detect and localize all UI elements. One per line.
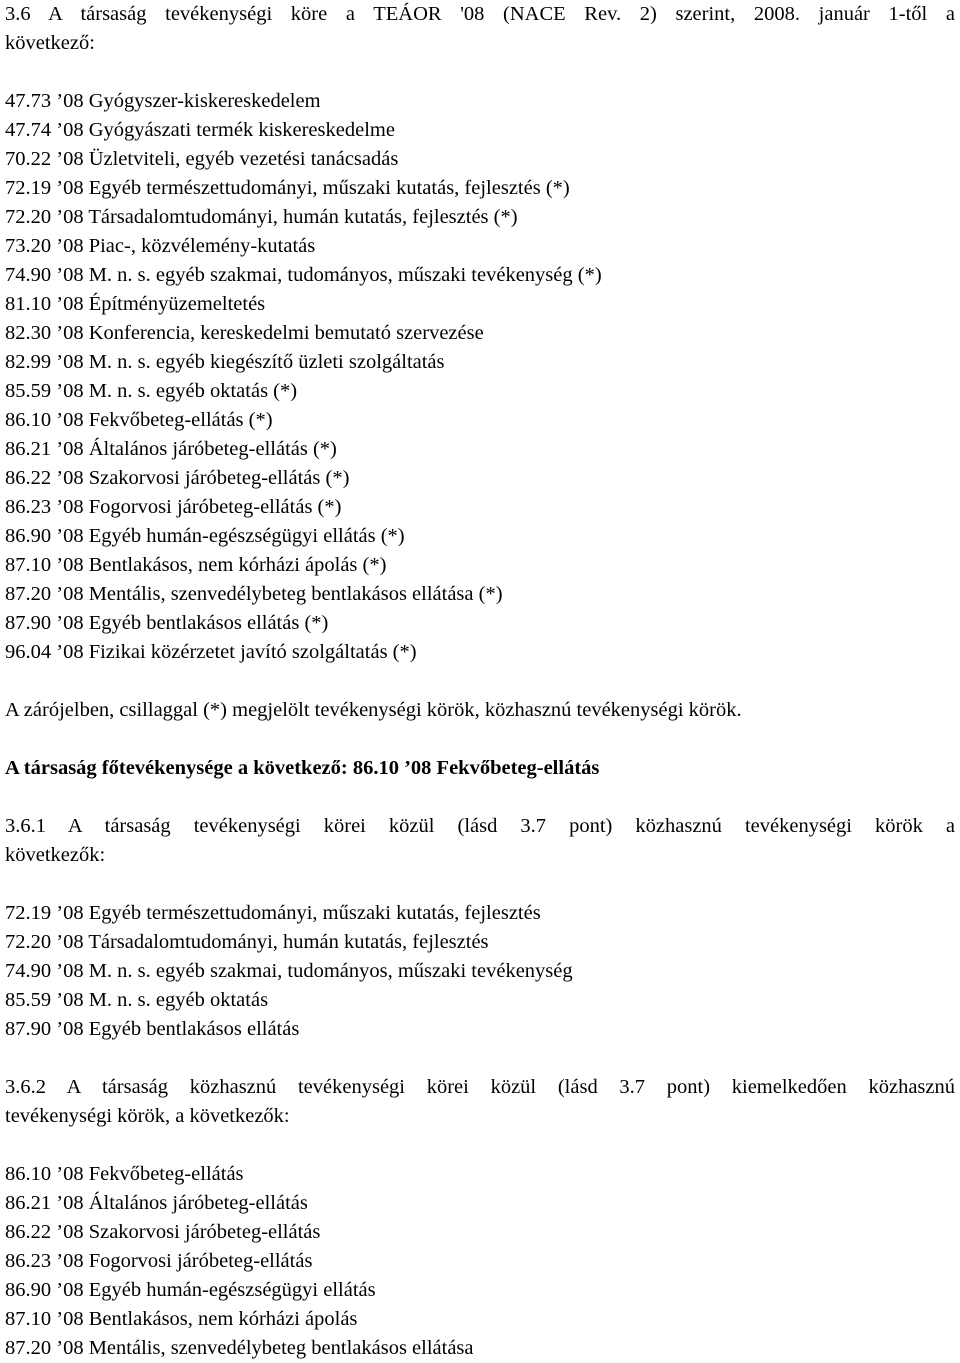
spacer bbox=[5, 1044, 955, 1073]
list-item: 81.10 ’08 Építményüzemeltetés bbox=[5, 293, 266, 315]
list-item: 86.21 ’08 Általános járóbeteg-ellátás bbox=[5, 1192, 308, 1214]
list-item: 86.10 ’08 Fekvőbeteg-ellátás (*) bbox=[5, 409, 273, 431]
document-page bbox=[5, 0, 955, 1363]
list-item: 86.90 ’08 Egyéb humán-egészségügyi ellátás bbox=[5, 1279, 376, 1301]
list-item: 86.22 ’08 Szakorvosi járóbeteg-ellátás (*) bbox=[5, 467, 350, 489]
list-item: 87.10 ’08 Bentlakásos, nem kórházi ápolás (*) bbox=[5, 554, 387, 576]
list-item: 74.90 ’08 M. n. s. egyéb szakmai, tudományos, műszaki tevékenység (*) bbox=[5, 264, 602, 286]
spacer bbox=[5, 783, 955, 812]
list-item: 70.22 ’08 Üzletviteli, egyéb vezetési tanácsadás bbox=[5, 148, 399, 170]
list-item: 96.04 ’08 Fizikai közérzetet javító szolgáltatás (*) bbox=[5, 641, 417, 663]
spacer bbox=[5, 1131, 955, 1160]
section-3-6 bbox=[5, 0, 955, 783]
section-3-6-2-heading-line2: tevékenységi körök, a következők: bbox=[5, 1105, 290, 1127]
spacer bbox=[5, 667, 955, 696]
section-3-6-1-heading-line1: 3.6.1 A társaság tevékenységi körei közül (lásd 3.7 pont) közhasznú tevékenységi körök a bbox=[5, 815, 955, 837]
list-item: 82.30 ’08 Konferencia, kereskedelmi bemutató szervezése bbox=[5, 322, 484, 344]
section-3-6-heading-line1: 3.6 A társaság tevékenységi köre a TEÁOR '08 (NACE Rev. 2) szerint, 2008. január 1-től a bbox=[5, 3, 955, 25]
section-3-6-2-heading-line1: 3.6.2 A társaság közhasznú tevékenységi körei közül (lásd 3.7 pont) kiemelkedően közhasznú bbox=[5, 1076, 955, 1098]
section-3-6-1 bbox=[5, 812, 955, 1044]
spacer bbox=[5, 870, 955, 899]
list-item: 87.20 ’08 Mentális, szenvedélybeteg bentlakásos ellátása bbox=[5, 1337, 474, 1359]
list-item: 72.20 ’08 Társadalomtudományi, humán kutatás, fejlesztés bbox=[5, 931, 489, 953]
list-item: 72.19 ’08 Egyéb természettudományi, műszaki kutatás, fejlesztés bbox=[5, 902, 541, 924]
list-item: 86.22 ’08 Szakorvosi járóbeteg-ellátás bbox=[5, 1221, 321, 1243]
list-item: 87.20 ’08 Mentális, szenvedélybeteg bentlakásos ellátása (*) bbox=[5, 583, 503, 605]
public-benefit-activity-list bbox=[5, 899, 955, 1044]
list-item: 86.23 ’08 Fogorvosi járóbeteg-ellátás bbox=[5, 1250, 313, 1272]
list-item: 85.59 ’08 M. n. s. egyéb oktatás bbox=[5, 989, 269, 1011]
main-activity: A társaság főtevékenysége a következő: 86.10 ’08 Fekvőbeteg-ellátás bbox=[5, 757, 600, 779]
list-item: 87.90 ’08 Egyéb bentlakásos ellátás (*) bbox=[5, 612, 329, 634]
spacer bbox=[5, 725, 955, 754]
list-item: 86.21 ’08 Általános járóbeteg-ellátás (*) bbox=[5, 438, 337, 460]
section-3-6-1-heading-line2: következők: bbox=[5, 844, 106, 866]
list-item: 74.90 ’08 M. n. s. egyéb szakmai, tudományos, műszaki tevékenység bbox=[5, 960, 573, 982]
list-item: 47.73 ’08 Gyógyszer-kiskereskedelem bbox=[5, 90, 321, 112]
activity-list bbox=[5, 87, 955, 667]
spacer bbox=[5, 58, 955, 87]
section-3-6-2 bbox=[5, 1073, 955, 1363]
list-item: 86.90 ’08 Egyéb humán-egészségügyi ellátás (*) bbox=[5, 525, 405, 547]
list-item: 86.23 ’08 Fogorvosi járóbeteg-ellátás (*) bbox=[5, 496, 342, 518]
list-item: 82.99 ’08 M. n. s. egyéb kiegészítő üzleti szolgáltatás bbox=[5, 351, 445, 373]
list-item: 72.20 ’08 Társadalomtudományi, humán kutatás, fejlesztés (*) bbox=[5, 206, 518, 228]
public-benefit-note: A zárójelben, csillaggal (*) megjelölt tevékenységi körök, közhasznú tevékenységi körök. bbox=[5, 699, 742, 721]
list-item: 86.10 ’08 Fekvőbeteg-ellátás bbox=[5, 1163, 244, 1185]
list-item: 73.20 ’08 Piac-, közvélemény-kutatás bbox=[5, 235, 316, 257]
list-item: 85.59 ’08 M. n. s. egyéb oktatás (*) bbox=[5, 380, 298, 402]
outstanding-public-benefit-activity-list bbox=[5, 1160, 955, 1363]
list-item: 47.74 ’08 Gyógyászati termék kiskereskedelme bbox=[5, 119, 395, 141]
list-item: 87.10 ’08 Bentlakásos, nem kórházi ápolás bbox=[5, 1308, 358, 1330]
section-3-6-heading-line2: következő: bbox=[5, 32, 95, 54]
list-item: 87.90 ’08 Egyéb bentlakásos ellátás bbox=[5, 1018, 300, 1040]
list-item: 72.19 ’08 Egyéb természettudományi, műszaki kutatás, fejlesztés (*) bbox=[5, 177, 570, 199]
